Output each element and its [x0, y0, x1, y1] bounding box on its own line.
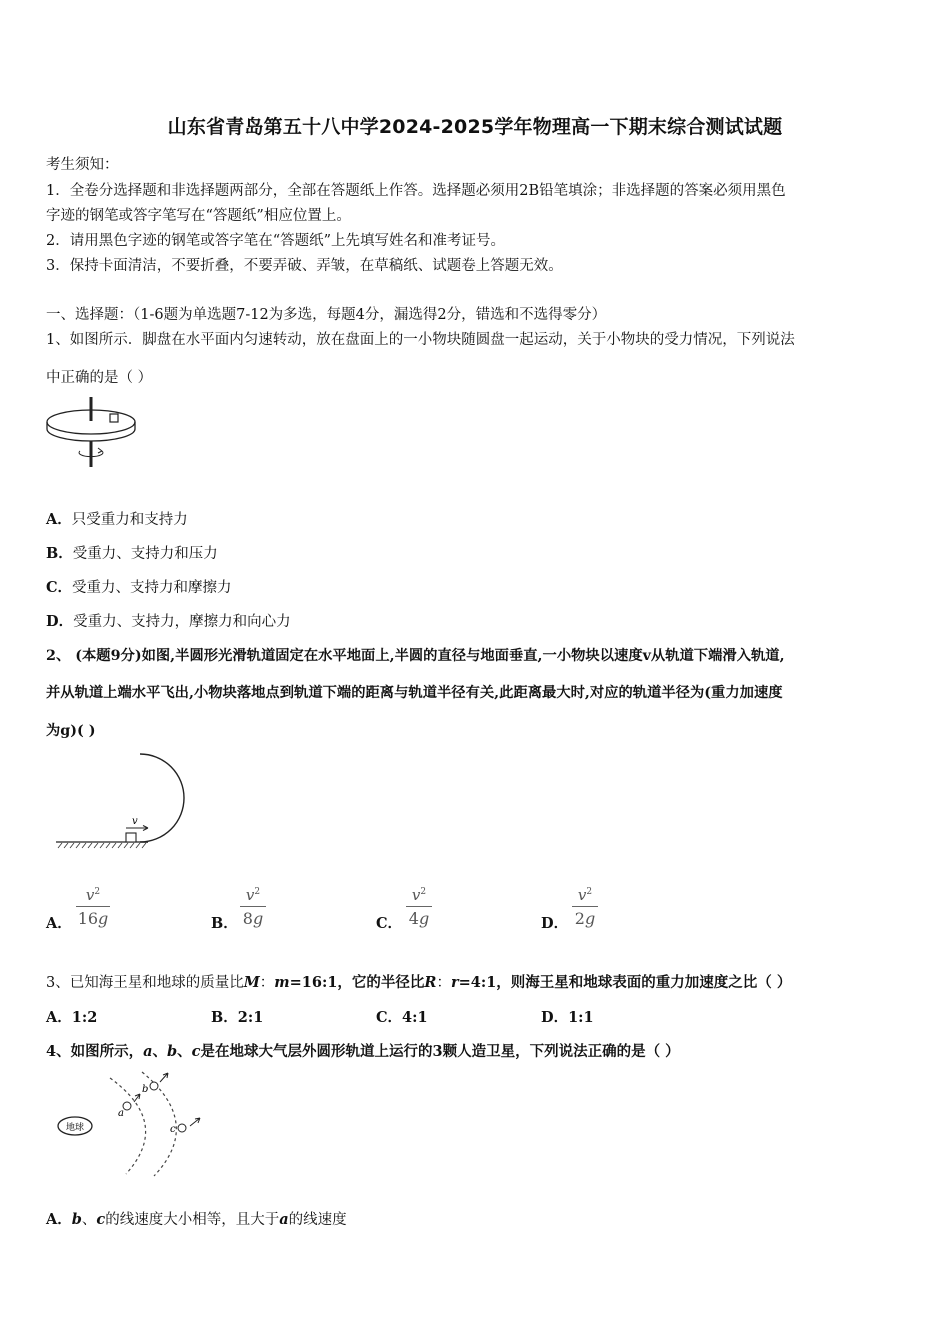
q1-option-a[interactable]: A．只受重力和支持力 [46, 511, 188, 528]
q3-option-b[interactable]: B．2:1 [211, 1009, 264, 1026]
notice-item: 3．保持卡面清洁，不要折叠，不要弄破、弄皱，在草稿纸、试题卷上答题无效。 [46, 258, 563, 274]
q2-option-a-fraction: $v^2$ 16g [77, 886, 109, 928]
notice-heading: 考生须知： [46, 157, 119, 173]
q1-stem-line1: 1、如图所示．脚盘在水平面内匀速转动，放在盘面上的一小物块随圆盘一起运动，关于小物块的受力情况，下列说法 [46, 332, 795, 348]
q2-semicircle-track-figure [56, 748, 196, 852]
inner-orbit [110, 1078, 149, 1174]
satellite-b-velocity-icon [160, 1073, 168, 1082]
q4-option-a[interactable]: A．b、c的线速度大小相等，且大于a的线速度 [46, 1211, 347, 1228]
q3-option-c[interactable]: C．4:1 [376, 1009, 428, 1026]
page-title: 山东省青岛第五十八中学2024-2025学年物理高一下期末综合测试试题 [167, 116, 783, 138]
q2-option-d-fraction: $v^2$ 2g [572, 886, 598, 928]
q1-option-b[interactable]: B．受重力、支持力和压力 [46, 545, 218, 562]
section-heading: 一、选择题：（1-6题为单选题7-12为多选，每题4分，漏选得2分，错选和不选得零分） [46, 307, 607, 323]
velocity-label: v [132, 816, 138, 827]
q3-option-a[interactable]: A．1:2 [46, 1009, 98, 1026]
q2-stem-line1: 2、 (本题9分)如图,半圆形光滑轨道固定在水平地面上,半圆的直径与地面垂直,一小物块以速度v从轨道下端滑入轨道, [46, 648, 785, 664]
q3-stem: 3、已知海王星和地球的质量比M：m=16:1，它的半径比R：r=4:1，则海王星和地球表面的重力加速度之比（ ） [46, 974, 792, 991]
q1-option-d[interactable]: D．受重力、支持力，摩擦力和向心力 [46, 613, 291, 630]
notice-item: 1．全卷分选择题和非选择题两部分，全部在答题纸上作答。选择题必须用2B铅笔填涂；非选择题的答案必须用黑色 [46, 183, 786, 199]
q2-option-c[interactable]: C． [376, 915, 403, 932]
q4-stem: 4、如图所示，a、b、c是在地球大气层外圆形轨道上运行的3颗人造卫星，下列说法正确的是（ ） [46, 1043, 680, 1060]
q1-stem-line2: 中正确的是（ ） [46, 370, 153, 386]
satellite-a [123, 1102, 131, 1110]
q2-option-c-fraction: $v^2$ 4g [406, 886, 432, 928]
earth-label: 地球 [65, 1123, 85, 1133]
q4-satellite-orbits-figure [54, 1068, 214, 1178]
satellite-c-label: c [170, 1124, 176, 1135]
small-block [110, 414, 118, 422]
q1-rotating-disk-figure [44, 393, 144, 471]
rotation-arrowhead-icon [98, 448, 102, 453]
disk-rim [47, 422, 135, 441]
satellite-c [178, 1124, 186, 1132]
satellite-b [150, 1082, 158, 1090]
q2-stem-line3: 为g)( ) [46, 723, 96, 739]
notice-item: 2．请用黑色字迹的钢笔或答字笔在“答题纸”上先填写姓名和准考证号。 [46, 233, 506, 249]
satellite-c-velocity-icon [190, 1118, 200, 1126]
small-block [126, 833, 136, 842]
ground-hatching [58, 843, 146, 848]
q2-stem-line2: 并从轨道上端水平飞出,小物块落地点到轨道下端的距离与轨道半径有关,此距离最大时,对应的轨道半径为(重力加速度 [46, 685, 783, 701]
q2-option-b[interactable]: B． [211, 915, 238, 932]
q2-option-a[interactable]: A． [46, 915, 72, 932]
q3-option-d[interactable]: D．1:1 [541, 1009, 594, 1026]
q2-option-d[interactable]: D． [541, 915, 569, 932]
satellite-a-label: a [118, 1108, 124, 1119]
satellite-a-velocity-icon [134, 1094, 140, 1102]
notice-item: 字迹的钢笔或答字笔写在“答题纸”相应位置上。 [46, 208, 351, 224]
q1-option-c[interactable]: C．受重力、支持力和摩擦力 [46, 579, 232, 596]
satellite-b-label: b [142, 1084, 149, 1095]
q2-option-b-fraction: $v^2$ 8g [240, 886, 266, 928]
